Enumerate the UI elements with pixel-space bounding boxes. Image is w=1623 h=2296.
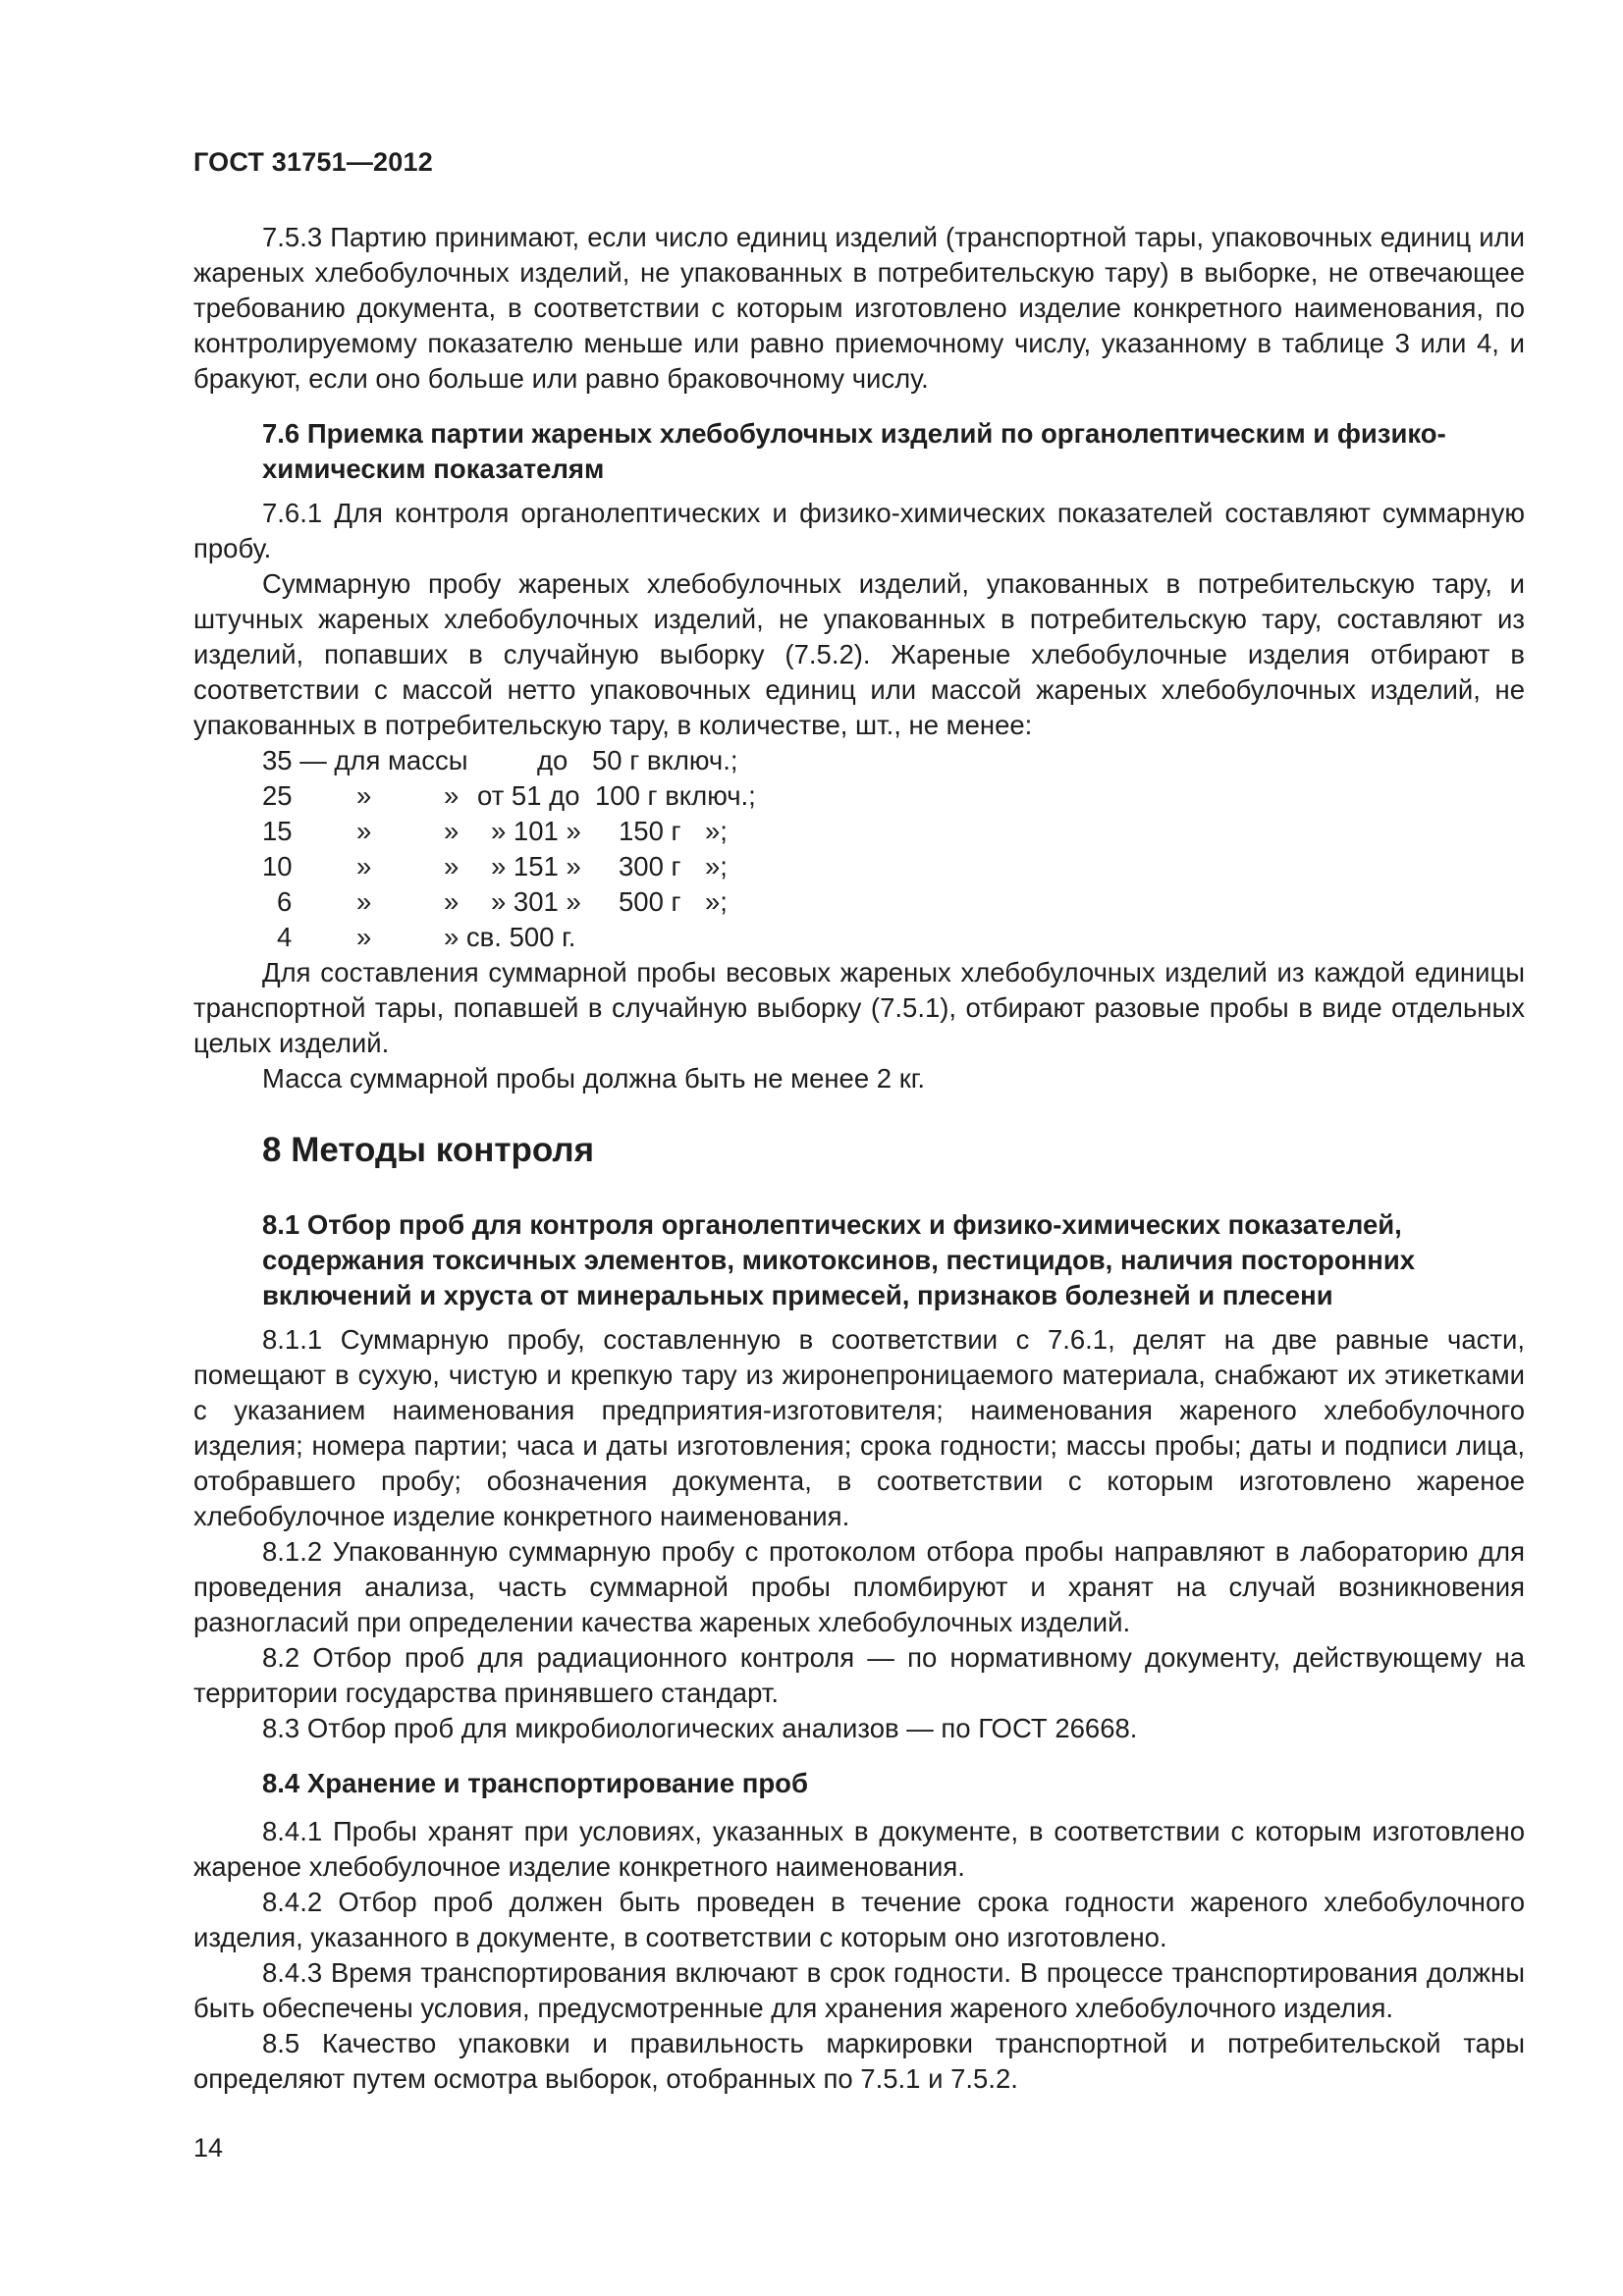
weight-row-ditto: »; xyxy=(705,886,728,917)
weight-row-ditto: » xyxy=(356,816,372,846)
document-header-standard: ГОСТ 31751—2012 xyxy=(193,147,433,177)
paragraph-8-4-1: 8.4.1 Пробы хранят при условиях, указанных в документе, в соответствии с которым изготовлено жареное хлебобулочное изделие конкретного наименования. xyxy=(193,1816,1525,1882)
weight-row-ditto: » xyxy=(356,780,372,811)
weight-row xyxy=(262,849,1525,884)
paragraph-7-6-1: 7.6.1 Для контроля органолептических и физико-химических показателей составляют суммарную пробу. xyxy=(193,498,1525,563)
weight-row xyxy=(262,814,1525,849)
paragraph-7-6-1-weighted: Для составления суммарной пробы весовых жареных хлебобулочных изделий из каждой единицы транспортной тары, попавшей в случайную выборку (7.5.1), отбирают разовые пробы в виде отдельных целых изделий. xyxy=(193,957,1525,1058)
weight-row-ditto: » xyxy=(444,851,460,881)
paragraph-8-1-1: 8.1.1 Суммарную пробу, составленную в соответствии с 7.6.1, делят на две равные части, помещают в сухую, чистую и крепкую тару из жиронепроницаемого материала, снабжают их этикетками с указанием наименования предприятия-изготовителя; наименования жареного хлебобулочного изделия; номера партии; часа и даты изготовления; срока годности; массы пробы; даты и подписи лица, отобравшего пробу; обозначения документа, в соответствии с которым изготовлено жареное хлебобулочное изделие конкретного наименования. xyxy=(193,1324,1525,1531)
weight-row-mass: 500 г xyxy=(619,886,681,917)
weight-row-mass: 50 г включ.; xyxy=(592,745,738,775)
section-heading-8: 8 Методы контроля xyxy=(262,1131,595,1169)
weight-row-ditto: » xyxy=(356,851,372,881)
weight-row xyxy=(262,743,1525,778)
page-content xyxy=(193,220,1525,2097)
paragraph-8-1-2: 8.1.2 Упакованную суммарную пробу с протоколом отбора пробы направляют в лабораторию для проведения анализа, часть суммарной пробы пломбируют и хранят на случай возникновения разногласий при определении качества жареных хлебобулочных изделий. xyxy=(193,1536,1525,1637)
page-number: 14 xyxy=(193,2133,224,2163)
weight-row-count: 10 xyxy=(262,851,293,881)
weight-row-ditto: »; xyxy=(705,851,728,881)
weight-row-mass: 100 г включ.; xyxy=(595,780,756,811)
weight-row-text: 35 — для массы xyxy=(262,745,468,775)
paragraph-8-4-2: 8.4.2 Отбор проб должен быть проведен в течение срока годности жареного хлебобулочного изделия, указанного в документе, в соответствии с которым оно изготовлено. xyxy=(193,1887,1525,1952)
weight-quantity-list xyxy=(262,743,1525,955)
weight-row-count: 6 xyxy=(277,886,293,917)
weight-row xyxy=(262,778,1525,814)
weight-row-ditto: » xyxy=(356,886,372,917)
paragraph-7-5-3: 7.5.3 Партию принимают, если число единиц изделий (транспортной тары, упаковочных единиц или жареных хлебобулочных изделий, не упакованных в потребительскую тару) в выборке, не отвечающее требованию документа, в соответствии с которым изготовлено изделие конкретного наименования, по контролируемому показателю меньше или равно приемочному числу, указанному в таблице 3 или 4, и бракуют, если оно больше или равно браковочному числу. xyxy=(193,222,1525,394)
weight-row-range: » 151 » xyxy=(491,851,581,881)
paragraph-8-4-3: 8.4.3 Время транспортирования включают в срок годности. В процессе транспортирования должны быть обеспечены условия, предусмотренные для хранения жареного хлебобулочного изделия. xyxy=(193,1957,1525,2023)
heading-8-1: 8.1 Отбор проб для контроля органолептических и физико-химических показателей, содержания токсичных элементов, микотоксинов, пестицидов, наличия посторонних включений и хруста от минеральных примесей, признаков болезней и плесени xyxy=(262,1209,1416,1310)
heading-7-6: 7.6 Приемка партии жареных хлебобулочных изделий по органолептическим и физико-химическим показателям xyxy=(262,418,1446,484)
weight-row-count: 15 xyxy=(262,816,293,846)
weight-row xyxy=(262,884,1525,920)
weight-row-ditto: » xyxy=(356,922,372,952)
weight-row xyxy=(262,920,1525,955)
paragraph-8-2: 8.2 Отбор проб для радиационного контроля — по нормативному документу, действующему на территории государства принявшего стандарт. xyxy=(193,1642,1525,1708)
weight-row-ditto: »; xyxy=(705,816,728,846)
paragraph-8-5: 8.5 Качество упаковки и правильность маркировки транспортной и потребительской тары определяют путем осмотра выборок, отобранных по 7.5.1 и 7.5.2. xyxy=(193,2028,1525,2094)
weight-row-range: до xyxy=(537,745,568,775)
weight-row-range: от 51 до xyxy=(477,780,580,811)
weight-row-mass: 150 г xyxy=(619,816,681,846)
weight-row-range: » 101 » xyxy=(491,816,581,846)
heading-8-4: 8.4 Хранение и транспортирование проб xyxy=(262,1768,808,1798)
weight-row-ditto: » xyxy=(444,886,460,917)
paragraph-8-3: 8.3 Отбор проб для микробиологических анализов — по ГОСТ 26668. xyxy=(262,1713,1138,1743)
weight-row-count: 25 xyxy=(262,780,293,811)
weight-row-count: 4 xyxy=(277,922,293,952)
weight-row-mass: 300 г xyxy=(619,851,681,881)
weight-row-over: » св. 500 г. xyxy=(444,922,576,952)
paragraph-7-6-1-mass: Масса суммарной пробы должна быть не менее 2 кг. xyxy=(262,1063,926,1094)
paragraph-7-6-1-sample: Суммарную пробу жареных хлебобулочных изделий, упакованных в потребительскую тару, и штучных жареных хлебобулочных изделий, не упакованных в потребительскую тару, составляют из изделий, попавших в случайную выборку (7.5.2). Жареные хлебобулочные изделия отбирают в соответствии с массой нетто упаковочных единиц или массой жареных хлебобулочных изделий, не упакованных в потребительскую тару, в количестве, шт., не менее: xyxy=(193,568,1525,740)
weight-row-range: » 301 » xyxy=(491,886,581,917)
weight-row-ditto: » xyxy=(444,816,460,846)
weight-row-ditto: » xyxy=(444,780,460,811)
